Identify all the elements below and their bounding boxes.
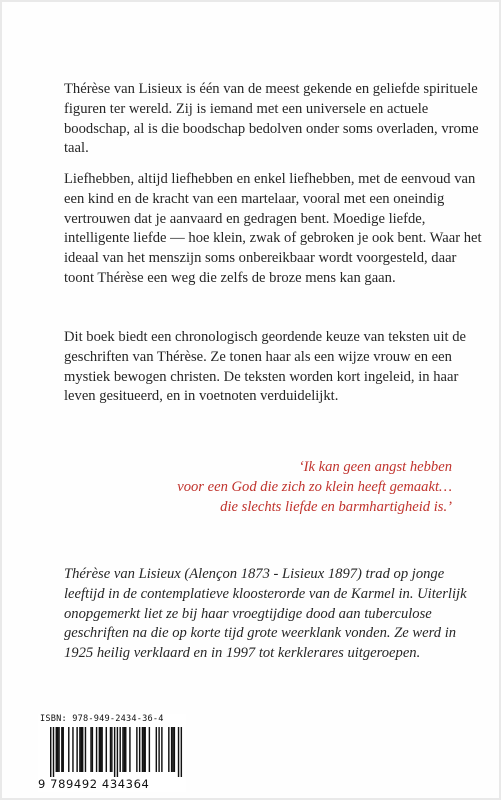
barcode-bar — [142, 727, 143, 772]
quote-line-3: die slechts liefde en barmhartigheid is.’ — [220, 498, 452, 515]
barcode-bar — [139, 727, 140, 772]
barcode-bar — [168, 727, 169, 772]
barcode-bar — [125, 727, 126, 772]
barcode-bar — [156, 727, 157, 772]
barcode-bar — [124, 727, 125, 772]
barcode-bar — [144, 727, 145, 772]
barcode-bar — [111, 727, 112, 772]
barcode-bar — [85, 727, 86, 772]
barcode-bar — [101, 727, 102, 772]
barcode-bar — [143, 727, 144, 772]
barcode-bar — [61, 727, 62, 772]
barcode-bar — [174, 727, 175, 772]
barcode-bar — [158, 727, 159, 772]
barcode-bar — [57, 727, 58, 772]
barcode-bars — [38, 727, 186, 777]
barcode-bar — [181, 727, 182, 777]
barcode-bar — [53, 727, 54, 777]
author-bio: Thérèse van Lisieux (Alençon 1873 - Lisieux 1897) trad op jonge leeftijd in de contemplatieve kloosterorde van de Karmel in. Uiterlijk onopgemerkt liet ze bij haar vroegtijdige dood aan tuberculose geschriften na die op korte tijd grote weerklank vonden. Ze werd in 1925 heilig verklaard en in 1997 tot kerklerares uitgeroepen. — [64, 566, 467, 662]
isbn-label: ISBN: 978-949-2434-36-4 — [40, 714, 164, 724]
barcode-bar — [122, 727, 123, 772]
barcode-bar — [96, 727, 97, 772]
barcode-bar — [76, 727, 77, 772]
barcode-bar — [129, 727, 130, 772]
barcode-bar — [114, 727, 115, 777]
quote-line-2: voor een God die zich zo klein heeft gemaakt… — [177, 478, 452, 495]
intro-paragraph: Thérèse van Lisieux is één van de meest gekende en geliefde spirituele figuren ter wereld. Zij is iemand met een universele en actuele boodschap, al is die boodschap bedolven onder soms overladen, vrome taal. — [64, 81, 479, 157]
barcode-bar — [110, 727, 111, 772]
barcode-bar — [172, 727, 173, 772]
barcode-bar — [99, 727, 100, 772]
barcode-bar — [106, 727, 107, 772]
barcode-bar — [92, 727, 93, 772]
barcode-bar — [72, 727, 73, 772]
barcode-bar — [171, 727, 172, 772]
barcode-bar — [178, 727, 179, 777]
barcode-bar — [149, 727, 150, 772]
isbn-barcode — [38, 714, 186, 792]
barcode-bar — [81, 727, 82, 772]
barcode-bar — [82, 727, 83, 772]
barcode-bar — [119, 727, 120, 772]
quote-line-1: ‘Ik kan geen angst hebben — [298, 459, 452, 475]
barcode-bar — [79, 727, 80, 772]
book-description-paragraph: Dit boek biedt een chronologisch geordende keuze van teksten uit de geschriften van Thérèse. Ze tonen haar als een wijze vrouw en een mystiek bewogen christen. De teksten worden kort ingeleid, in haar leven gesitueerd, en in voetnoten verduidelijkt. — [64, 329, 467, 405]
barcode-bar — [50, 727, 51, 777]
barcode-bar — [90, 727, 91, 772]
barcode-bar — [58, 727, 59, 772]
barcode-bar — [161, 727, 162, 772]
barcode-bar — [63, 727, 64, 772]
barcode-bar — [117, 727, 118, 777]
barcode-digits: 9 789492 434364 — [38, 777, 150, 791]
barcode-bar — [68, 727, 69, 772]
love-paragraph: Liefhebben, altijd liefhebben en enkel liefhebben, met de eenvoud van een kind en de kracht van een martelaar, vooral met een oneindig vertrouwen dat je aanvaard en gedragen bent. Moedige liefde, intelligente liefde — hoe klein, zwak of gebroken je ook bent. Waar het ideaal van het menszijn soms onbereikbaar wordt voorgesteld, daar toont Thérèse een weg die zelfs de broze mens kan gaan. — [64, 171, 482, 286]
barcode-bar — [136, 727, 137, 772]
barcode-bar — [56, 727, 57, 772]
barcode-bar — [100, 727, 101, 772]
pull-quote — [72, 458, 452, 517]
